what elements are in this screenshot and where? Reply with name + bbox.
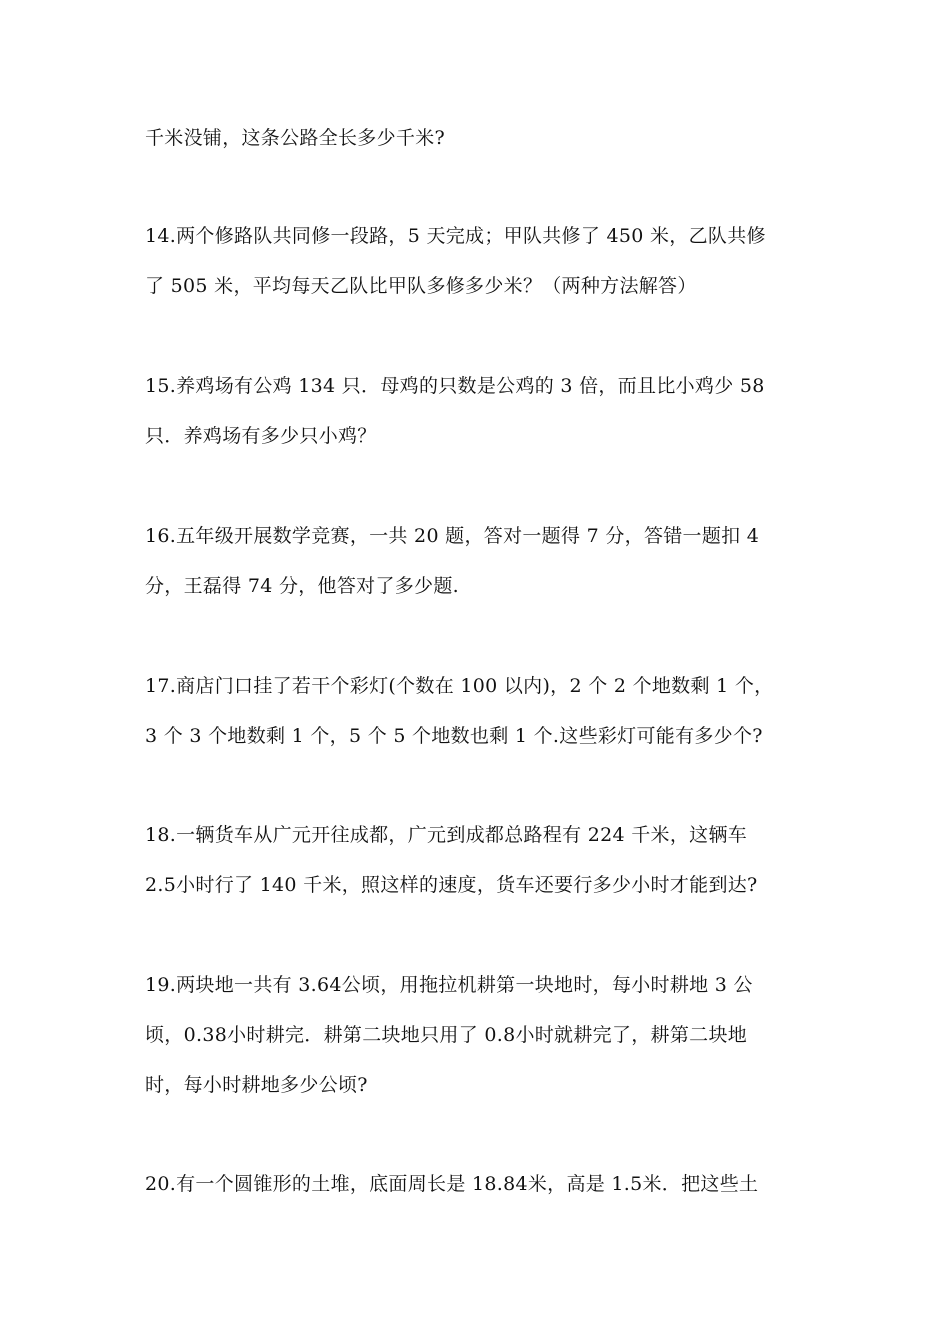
text-line: 17.商店门口挂了若干个彩灯(个数在 100 以内)，2 个 2 个地数剩 1 个， [145,675,774,697]
text-line: 分，王磊得 74 分，他答对了多少题. [145,575,459,597]
text-line: 20.有一个圆锥形的土堆，底面周长是 18.84米，高是 1.5米．把这些土 [145,1173,759,1195]
text-line: 时，每小时耕地多少公顷? [145,1074,368,1096]
text-line: 2.5小时行了 140 千米，照这样的速度，货车还要行多少小时才能到达? [145,874,758,896]
text-line: 顷，0.38小时耕完．耕第二块地只用了 0.8小时就耕完了，耕第二块地 [145,1024,748,1046]
text-line: 3 个 3 个地数剩 1 个，5 个 5 个地数也剩 1 个.这些彩灯可能有多少个? [145,725,763,747]
text-line: 千米没铺，这条公路全长多少千米? [145,127,445,149]
text-line: 14.两个修路队共同修一段路，5 天完成；甲队共修了 450 米，乙队共修 [145,225,766,247]
text-line: 了 505 米，平均每天乙队比甲队多修多少米？（两种方法解答） [145,275,697,297]
text-line: 18.一辆货车从广元开往成都，广元到成都总路程有 224 千米，这辆车 [145,824,748,846]
text-line: 19.两块地一共有 3.64公顷，用拖拉机耕第一块地时，每小时耕地 3 公 [145,974,753,996]
text-line: 只．养鸡场有多少只小鸡？ [145,425,377,447]
text-line: 16.五年级开展数学竞赛，一共 20 题，答对一题得 7 分，答错一题扣 4 [145,525,760,547]
text-line: 15.养鸡场有公鸡 134 只．母鸡的只数是公鸡的 3 倍，而且比小鸡少 58 [145,375,765,397]
